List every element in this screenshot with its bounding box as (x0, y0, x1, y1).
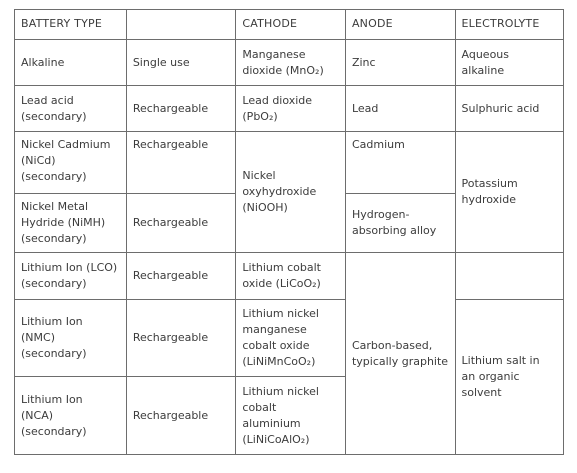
cell-type (15, 132, 127, 194)
cell-anode-lithium-merged (345, 253, 455, 455)
cathode-line: Nickel (242, 169, 276, 182)
cell-type: Alkaline (15, 40, 127, 86)
type-line: Nickel Cadmium (21, 138, 111, 151)
cell-electrolyte: Sulphuric acid (455, 86, 563, 132)
table-row-lead-acid (15, 86, 564, 132)
electrolyte-line: Potassium (461, 177, 518, 190)
header-usage (126, 10, 236, 40)
cathode-line: (LiNiMnCoO₂) (242, 355, 316, 368)
header-electrolyte: ELECTROLYTE (455, 10, 563, 40)
cell-electrolyte (455, 40, 563, 86)
electrolyte-line: alkaline (461, 63, 505, 77)
type-line: (secondary) (21, 232, 87, 245)
cell-type (15, 194, 127, 253)
cell-anode (345, 194, 455, 253)
type-line: Hydride (NiMH) (21, 216, 106, 229)
cathode-line: aluminium (242, 416, 301, 430)
cathode-line: Lead dioxide (242, 93, 313, 107)
cell-cathode-nickel-merged (236, 132, 346, 253)
cell-usage: Rechargeable (126, 194, 236, 253)
cathode-line: Lithium cobalt (242, 261, 321, 274)
cathode-line: dioxide (MnO₂) (242, 63, 324, 77)
cell-type (15, 86, 127, 132)
cell-usage: Rechargeable (126, 132, 236, 194)
cell-cathode (236, 300, 346, 377)
table-row-alkaline (15, 40, 564, 86)
cathode-line: (LiNiCoAlO₂) (242, 432, 310, 446)
cell-usage: Rechargeable (126, 86, 236, 132)
cell-type (15, 377, 127, 455)
table-row-nmc (15, 300, 564, 377)
header-cathode: CATHODE (236, 10, 346, 40)
cathode-line: Manganese (242, 47, 306, 61)
type-line: (NiCd) (21, 154, 56, 167)
cathode-line: cobalt (242, 400, 277, 414)
cathode-line: oxide (LiCoO₂) (242, 277, 321, 290)
cell-cathode (236, 253, 346, 300)
cell-usage: Rechargeable (126, 300, 236, 377)
cell-cathode (236, 377, 346, 455)
cathode-line: Lithium nickel (242, 307, 319, 320)
cell-electrolyte-empty (455, 253, 563, 300)
electrolyte-line: Aqueous (461, 47, 510, 61)
type-line: Lithium Ion (21, 392, 83, 406)
type-line: (secondary) (21, 424, 87, 438)
anode-line: absorbing alloy (351, 224, 437, 237)
type-line: Lithium Ion (21, 315, 83, 328)
header-row (15, 10, 564, 40)
cathode-line: manganese (242, 323, 307, 336)
cathode-line: (PbO₂) (242, 109, 278, 123)
cell-usage: Rechargeable (126, 377, 236, 455)
type-line: (secondary) (21, 109, 87, 123)
type-line: Lithium Ion (LCO) (21, 261, 118, 274)
cell-anode: Zinc (345, 40, 455, 86)
header-battery-type: BATTERY TYPE (15, 10, 127, 40)
anode-line: Carbon-based, (351, 338, 433, 352)
table-row-nicd (15, 132, 564, 194)
electrolyte-line: an organic (461, 370, 520, 383)
anode-line: typically graphite (351, 354, 449, 368)
cell-usage: Single use (126, 40, 236, 86)
type-line: (secondary) (21, 277, 87, 290)
type-line: (secondary) (21, 170, 87, 183)
cell-anode: Cadmium (345, 132, 455, 194)
type-line: Lead acid (21, 93, 74, 107)
electrolyte-line: solvent (461, 386, 502, 399)
table-row-lco (15, 253, 564, 300)
cell-type (15, 253, 127, 300)
cell-anode: Lead (345, 86, 455, 132)
electrolyte-line: hydroxide (461, 193, 516, 206)
cell-electrolyte-lithium-merged (455, 300, 563, 455)
cathode-line: cobalt oxide (242, 339, 310, 352)
cell-cathode (236, 86, 346, 132)
cathode-line: (NiOOH) (242, 201, 288, 214)
type-line: Nickel Metal (21, 200, 88, 213)
type-line: (secondary) (21, 347, 87, 360)
type-line: (NMC) (21, 331, 55, 344)
cell-usage: Rechargeable (126, 253, 236, 300)
header-anode: ANODE (345, 10, 455, 40)
cathode-line: Lithium nickel (242, 384, 319, 398)
battery-comparison-table (14, 9, 564, 455)
cathode-line: oxyhydroxide (242, 185, 317, 198)
type-line: (NCA) (21, 408, 54, 422)
cell-cathode (236, 40, 346, 86)
cell-electrolyte-potassium-merged (455, 132, 563, 253)
cell-type (15, 300, 127, 377)
electrolyte-line: Lithium salt in (461, 354, 540, 367)
anode-line: Hydrogen- (351, 208, 410, 221)
